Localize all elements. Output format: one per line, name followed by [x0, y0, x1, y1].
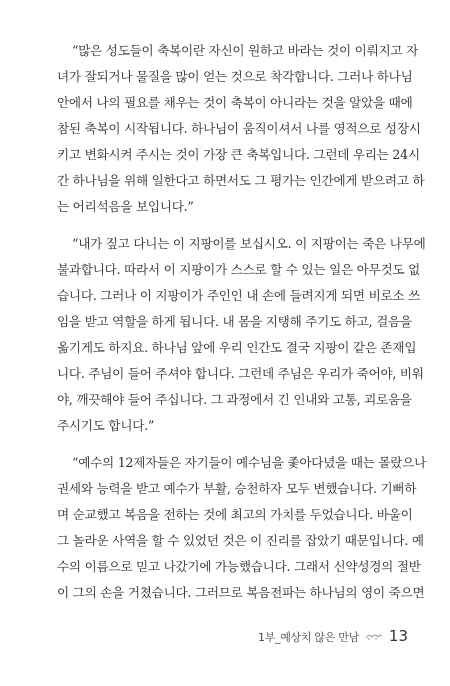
text-line: 습니다. 그러나 이 지팡이가 주인인 내 손에 들려지게 되면 비로소 쓰 — [57, 288, 421, 303]
text-line: “많은 성도들이 축복이란 자신이 원하고 바라는 것이 이뤄지고 자 — [72, 43, 419, 58]
text-line: 그 놀라운 사역을 할 수 있었던 것은 이 진리를 잡았기 때문입니다. 예 — [57, 533, 424, 548]
text-line: 옮기게도 하지요. 하나님 앞에 우리 인간도 결국 지팡이 같은 존재입 — [57, 340, 417, 355]
text-line: 불과합니다. 따라서 이 지팡이가 스스로 할 수 있는 일은 아무것도 없 — [57, 262, 421, 277]
text-line: 이 그의 손을 거쳤습니다. 그러므로 복음전파는 하나님의 영이 죽으면 — [57, 585, 425, 600]
text-line: 안에서 나의 필요를 채우는 것이 축복이 아니라는 것을 알았을 때에 — [57, 95, 413, 110]
text-line: “내가 짚고 다니는 이 지팡이를 보십시오. 이 지팡이는 죽은 나무에 — [72, 236, 426, 251]
text-line: 니다. 주님이 들어 주셔야 합니다. 그런데 주님은 우리가 죽어야, 비워 — [57, 366, 424, 381]
page-number: 13 — [388, 627, 408, 645]
text-line: 녀가 잘되거나 물질을 많이 얻는 것으로 착각합니다. 그러나 하나님 — [57, 69, 413, 84]
ornament-icon — [365, 632, 383, 644]
text-line: 권세와 능력을 받고 예수가 부활, 승천하자 모두 변했습니다. 기뻐하 — [57, 481, 417, 496]
section-label: 1부_예상치 않은 만남 — [258, 631, 359, 644]
text-line: 참된 축복이 시작됩니다. 하나님이 움직이셔서 나를 영적으로 성장시 — [57, 121, 421, 136]
text-line: 는 어리석음을 보입니다.” — [57, 199, 194, 214]
text-line: 주시기도 합니다.” — [57, 418, 155, 433]
page-footer — [258, 627, 408, 645]
text-line: 수의 이름으로 믿고 나갔기에 가능했습니다. 그래서 신약성경의 절반 — [57, 559, 421, 574]
text-line: 간 하나님을 위해 일한다고 하면서도 그 평가는 인간에게 받으려고 하 — [57, 173, 425, 188]
text-line: 키고 변화시켜 주시는 것이 가장 큰 축복입니다. 그런데 우리는 24시 — [57, 147, 420, 162]
text-line: 야, 깨끗해야 들어 주십니다. 그 과정에서 긴 인내와 고통, 괴로움을 — [57, 392, 412, 407]
text-line: 임을 받고 역할을 하게 됩니다. 내 몸을 지탱해 주기도 하고, 걸음을 — [57, 314, 412, 329]
text-line: “예수의 12제자들은 자기들이 예수님을 좇아다녔을 때는 몰랐으나 — [72, 455, 427, 470]
text-line: 며 순교했고 복음을 전하는 것에 최고의 가치를 두었습니다. 바울이 — [57, 507, 413, 522]
